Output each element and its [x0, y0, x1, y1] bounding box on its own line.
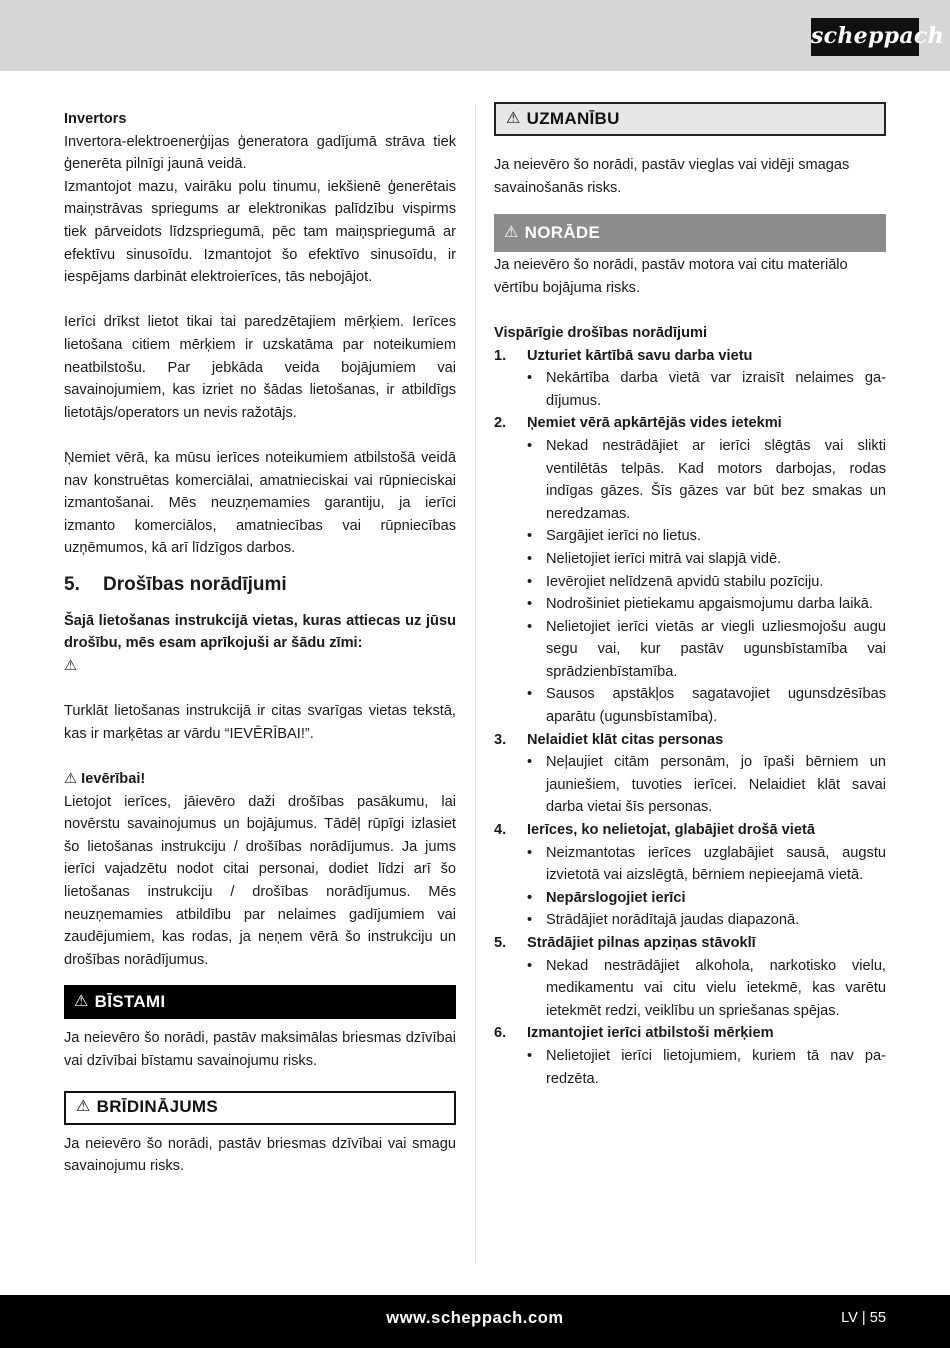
caution-text: Ja neievēro šo norādi, pastāv vieglas vai vidēji smagas savainošanās risks.: [494, 157, 850, 196]
section-title: Drošības norādījumi: [103, 573, 287, 595]
warning-icon: ⚠: [64, 771, 78, 788]
danger-text: Ja neievēro šo norādi, pastāv maksimālas briesmas dzīvībai vai dzīvībai bīstamu savainojumu risks.: [64, 1030, 456, 1069]
bullet-text: Nodrošiniet pietiekamu apgaismojumu darba laikā.: [546, 596, 873, 613]
bullet-text: Nelietojiet ierīci lietojumiem, kuriem tā nav paredzēta.: [546, 1047, 886, 1087]
bullet-text: Nepārslogojiet ierīci: [546, 889, 686, 906]
warning-text: Ja neievēro šo norādi, pastāv briesmas dzīvībai vai smagu savainojumu risks.: [64, 1135, 456, 1175]
spacer: [64, 678, 456, 701]
note-title: Ievērībai!: [81, 771, 146, 788]
inverter-intro: Invertora-elektroenerģijas ģeneratora gadījumā strāva tiek ģenerēta pilnīgi jaunā veidā.: [64, 133, 456, 173]
spacer: [494, 199, 886, 214]
safety-item-bullets: [527, 435, 886, 729]
bullet-text: Neizmantotas ierīces uzglabājiet sausā, augstu izvietotā vai aizslēgtā, bērniem nepieejamā vietā.: [546, 844, 886, 884]
bullet-icon: •: [527, 550, 533, 567]
safety-item-heading: [494, 345, 886, 368]
safety-item-title: Ņemiet vērā apkārtējās vides ietekmi: [527, 415, 782, 432]
safety-item-heading: [494, 932, 886, 955]
commercial-use-paragraph: Ņemiet vērā, ka mūsu ierīces noteikumiem atbilstošā veidā nav konstruētas komerciālai, amatnieciskai vai rūpnieciskai izmantošanai. Mēs neuzņemamies garantiju, ja ierīci izmanto komerciālos, amatniecības vai rūpniecības uzņēmumos, kā arī līdzīgos darbos.: [64, 449, 456, 557]
bullet-icon: •: [527, 686, 533, 703]
spacer: [64, 745, 456, 768]
left-column: [64, 108, 456, 1178]
safety-item-title: Strādājiet pilnas apziņas stāvoklī: [527, 935, 756, 951]
notice-label-box: [494, 214, 886, 252]
spacer: [64, 560, 456, 570]
bullet-item: [527, 367, 886, 412]
safety-item-heading: [494, 729, 886, 752]
section-heading: [64, 572, 456, 598]
notice-text: Ja neievēro šo norādi, pastāv motora vai citu materiālo vērtību bojājuma risks.: [494, 257, 848, 296]
bullet-text: Nelietojiet ierīci vietās ar viegli uzliesmojošu augu segu vai, kur pastāv ugunsbīstamība vai sprādzienbīstamība.: [546, 618, 886, 680]
bullet-item: [527, 1045, 886, 1090]
section-number: 5.: [64, 573, 80, 595]
page-footer: [0, 1295, 950, 1348]
bullet-text: Nekārtība darba vietā var izraisīt nelaimes gadījumus.: [546, 370, 886, 409]
safety-list: [494, 345, 886, 1091]
intended-use-paragraph: Ierīci drīkst lietot tikai tai paredzētajiem mērķiem. Ierīces lietošana citiem mērķiem ir uzskatāma par noteikumiem neatbilstošu. Par jebkāda veida bojājumiem vai savainojumiem, kas izriet no šādas lietošanas, ir atbildīgs lietotājs/operators un nevis ražotājs.: [64, 314, 456, 421]
warning-triangle-icon: ⚠: [76, 1098, 91, 1116]
bullet-item: [527, 525, 886, 548]
notice-label: NORĀDE: [524, 222, 601, 242]
bullet-text: Nekad nestrādājiet ar ierīci slēgtās vai slikti ventilētās telpās. Kad motors darbojas, rodas indīgas gāzes. Šīs gāzes var būt bez smakas un neredzamas.: [546, 437, 886, 522]
bullet-item: [527, 616, 886, 684]
bullet-item: [527, 571, 886, 594]
bullet-icon: •: [527, 1047, 533, 1064]
bullet-item: [527, 683, 886, 728]
note-paragraph: Lietojot ierīces, jāievēro daži drošības pasākumu, lai novērstu savainojumus un bojājumus. Tādēļ rūpīgi izlasiet šo lietošanas instrukciju / drošības norādījumus. Ja jums ierīci vajadzētu nodot citai personai, dodiet līdzi arī šo lietošanas instrukciju / drošības norādījumus. Mēs neuzņemamies atbildību par nelaimes gadījumiem vai zaudējumiem, kas rodas, ja neņem vērā šo instrukciju un drošības norādījumus.: [64, 793, 456, 968]
warning-triangle-icon: ⚠: [504, 223, 519, 241]
note-heading: [64, 768, 456, 791]
warning-triangle-icon: ⚠: [74, 993, 89, 1011]
spacer: [494, 299, 886, 322]
safety-item-bullets: [527, 842, 886, 932]
safety-item-number: 3.: [494, 731, 507, 748]
spacer: [64, 424, 456, 447]
safety-item-bullets: [527, 751, 886, 819]
column-divider: [475, 104, 476, 1264]
spacer: [64, 1073, 456, 1091]
bullet-text: Sausos apstākļos sagatavojiet ugunsdzēsības aparātu (ugunsbīstamība).: [546, 686, 886, 726]
website-url: www.scheppach.com: [386, 1309, 564, 1327]
warning-label: BRĪDINĀJUMS: [96, 1097, 219, 1117]
bullet-icon: •: [527, 573, 533, 590]
spacer: [64, 289, 456, 312]
bullet-item: [527, 548, 886, 571]
safety-symbol-intro: Šajā lietošanas instrukcijā vietas, kuras attiecas uz jūsu drošību, mēs esam aprīkojuši ar šādu zīmi:: [64, 612, 456, 652]
safety-item-title: Izmantojiet ierīci atbilstoši mērķiem: [527, 1025, 774, 1042]
safety-item-bullets: [527, 1045, 886, 1090]
bullet-icon: •: [527, 754, 533, 771]
safety-item-heading: [494, 1022, 886, 1045]
bullet-item: [527, 435, 886, 525]
bullet-item: [527, 842, 886, 887]
safety-item-heading: [494, 412, 886, 435]
bullet-text: Nelietojiet ierīci mitrā vai slapjā vidē.: [546, 550, 782, 567]
bullet-icon: •: [527, 957, 533, 974]
bullet-text: Sargājiet ierīci no lietus.: [546, 528, 701, 545]
bullet-icon: •: [527, 912, 533, 929]
spacer: [64, 971, 456, 985]
bullet-item: [527, 751, 886, 819]
attention-paragraph: Turklāt lietošanas instrukcijā ir citas svarīgas vietas tekstā, kas ir marķētas ar vārdu “IEVĒRĪBAI!”.: [64, 703, 456, 742]
bullet-icon: •: [527, 370, 533, 387]
warning-symbol-icon: ⚠: [64, 658, 78, 675]
safety-item-bullets: [527, 955, 886, 1023]
bullet-item: [527, 909, 886, 932]
safety-item-bullets: [527, 367, 886, 412]
danger-label: BĪSTAMI: [94, 992, 166, 1012]
safety-item-title: Uzturiet kārtībā savu darba vietu: [527, 347, 753, 364]
bullet-icon: •: [527, 596, 533, 613]
safety-item-number: 1.: [494, 347, 507, 364]
page-header: [0, 0, 950, 71]
right-column: [494, 102, 886, 1090]
inverter-description: Izmantojot mazu, vairāku polu tinumu, iekšienē ģenerētais maiņstrāvas spriegums ar elektronikas palīdzību vispirms tiek pārveidots līdzspriegumā, pēc tam maiņspriegumā ar efektīvu sinusoīdu. Izmantojot šo efektīvo sinusoīdu, ir iespējams darbināt elektroierīces, tās nebojājot.: [64, 178, 456, 286]
safety-item-title: Nelaidiet klāt citas personas: [527, 731, 724, 748]
safety-item-title: Ierīces, ko nelietojat, glabājiet drošā vietā: [527, 822, 815, 839]
safety-item-heading: [494, 819, 886, 842]
inverter-title: Invertors: [64, 111, 127, 127]
bullet-item: [527, 887, 886, 910]
page-number: LV | 55: [841, 1310, 886, 1326]
safety-item-number: 2.: [494, 415, 507, 432]
bullet-item: [527, 593, 886, 616]
caution-label: UZMANĪBU: [526, 108, 620, 128]
general-safety-title: Vispārīgie drošības norādījumi: [494, 324, 708, 341]
bullet-icon: •: [527, 528, 533, 545]
safety-item-number: 4.: [494, 822, 507, 839]
brand-logo: scheppach: [811, 18, 919, 56]
safety-item-number: 5.: [494, 935, 507, 951]
caution-label-box: [494, 102, 886, 136]
bullet-item: [527, 955, 886, 1023]
bullet-text: Neļaujiet citām personām, jo īpaši bērniem un jauniešiem, tuvoties ierīcei. Nelaidiet klāt savai darba vietai šīs personas.: [546, 754, 886, 816]
warning-triangle-icon: ⚠: [506, 109, 521, 127]
bullet-icon: •: [527, 844, 533, 861]
safety-item-number: 6.: [494, 1025, 507, 1042]
bullet-text: Nekad nestrādājiet alkohola, narkotisko vielu, medikamentu vai citu vielu ietekmē, kas varētu ietekmēt redzi, veiklību un spriešanas spējas.: [546, 957, 886, 1019]
bullet-icon: •: [527, 889, 533, 906]
warning-label-box: [64, 1091, 456, 1125]
danger-label-box: [64, 985, 456, 1019]
bullet-icon: •: [527, 618, 533, 635]
bullet-text: Ievērojiet nelīdzenā apvidū stabilu pozīciju.: [546, 573, 824, 590]
bullet-text: Strādājiet norādītajā jaudas diapazonā.: [546, 912, 800, 929]
bullet-icon: •: [527, 437, 533, 454]
